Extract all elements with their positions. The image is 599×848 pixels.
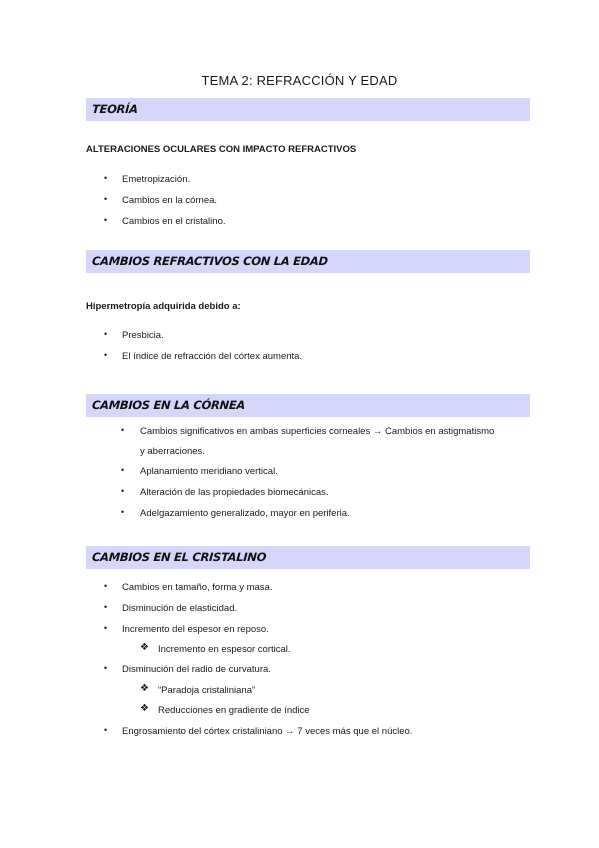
list-item: Cambios en el cristalino.: [122, 216, 226, 227]
bullet-icon: •: [104, 329, 108, 339]
list-item: Incremento del espesor en reposo.: [122, 624, 269, 635]
list-item: Presbicia.: [122, 330, 164, 341]
section-band-teoria: [86, 98, 530, 121]
list-item: El índice de refracción del córtex aumenta.: [122, 351, 303, 362]
section-heading-cristalino: CAMBIOS EN EL CRISTALINO: [91, 550, 267, 564]
list-item: Disminución de elasticidad.: [122, 603, 238, 614]
bullet-icon: •: [121, 507, 125, 517]
section-heading-edad: CAMBIOS REFRACTIVOS CON LA EDAD: [91, 254, 329, 268]
sub-list-item: “Paradoja cristaliniana”: [158, 685, 256, 696]
bullet-icon: •: [104, 194, 108, 204]
list-item-continuation: y aberraciones.: [140, 446, 205, 457]
bullet-icon: •: [104, 215, 108, 225]
list-item: Adelgazamiento generalizado, mayor en periferia.: [140, 508, 350, 519]
page-title: TEMA 2: REFRACCIÓN Y EDAD: [201, 73, 398, 88]
list-item: Cambios en tamaño, forma y masa.: [122, 582, 273, 593]
subheading-hipermetropia: Hipermetropía adquirida debido a:: [86, 301, 241, 312]
bullet-icon: •: [104, 581, 108, 591]
bullet-icon: •: [104, 623, 108, 633]
diamond-bullet-icon: ❖: [140, 703, 149, 714]
diamond-bullet-icon: ❖: [140, 642, 149, 653]
diamond-bullet-icon: ❖: [140, 683, 149, 694]
bullet-icon: •: [104, 663, 108, 673]
section-band-cornea: [86, 394, 530, 417]
subheading-alteraciones: ALTERACIONES OCULARES CON IMPACTO REFRACTIVOS: [86, 144, 357, 155]
list-item: Engrosamiento del córtex cristaliniano → 7 veces más que el núcleo.: [122, 726, 413, 737]
section-band-edad: [86, 250, 530, 273]
section-heading-teoria: TEORÍA: [91, 102, 139, 116]
list-item: Cambios en la córnea.: [122, 195, 218, 206]
section-heading-cornea: CAMBIOS EN LA CÓRNEA: [91, 398, 246, 412]
sub-list-item: Incremento en espesor cortical.: [158, 644, 291, 655]
bullet-icon: •: [104, 173, 108, 183]
list-item: Aplanamiento meridiano vertical.: [140, 466, 278, 477]
bullet-icon: •: [121, 486, 125, 496]
list-item: Disminución del radio de curvatura.: [122, 664, 271, 675]
bullet-icon: •: [121, 465, 125, 475]
bullet-icon: •: [104, 725, 108, 735]
list-item: Alteración de las propiedades biomecánicas.: [140, 487, 329, 498]
list-item: Emetropización.: [122, 174, 191, 185]
list-item: Cambios significativos en ambas superficies corneales → Cambios en astigmatismo: [140, 426, 495, 437]
section-band-cristalino: [86, 546, 530, 569]
bullet-icon: •: [104, 602, 108, 612]
sub-list-item: Reducciones en gradiente de índice: [158, 705, 310, 716]
bullet-icon: •: [104, 350, 108, 360]
bullet-icon: •: [121, 425, 125, 435]
